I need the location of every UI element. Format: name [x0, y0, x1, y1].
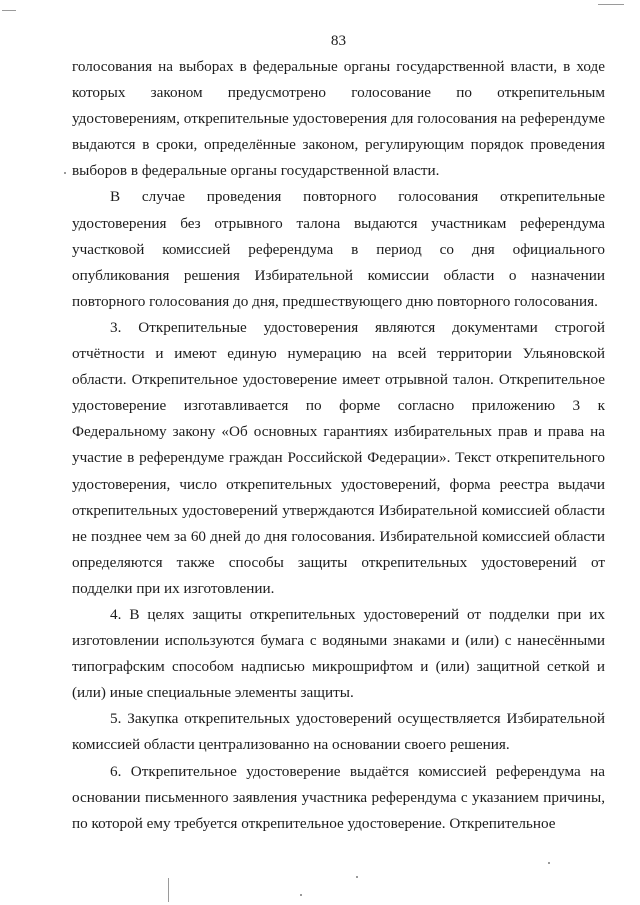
page-number: 83	[330, 32, 347, 49]
scan-artifact-top-left	[2, 10, 16, 11]
scan-artifact-dot	[548, 862, 550, 864]
scan-artifact-dot	[64, 172, 66, 174]
paragraph-repeat-voting: В случае проведения повторного голосования открепительные удостоверения без отрывного талона выдаются участникам референдума участковой комиссией референдума в период со дня официального опубликования решения Избирательной комиссии области о назначении повторного голосования до дня, предшествующего дню повторного голосования.	[72, 188, 605, 310]
paragraph-continuation: голосования на выборах в федеральные органы государственной власти, в ходе которых законом предусмотрено голосование по открепительным удостоверениям, открепительные удостоверения для голосования на референдуме выдаются в сроки, определённые законом, регулирующим порядок проведения выборов в федеральные органы государственной власти.	[72, 58, 605, 180]
paragraph-item-3: 3. Открепительные удостоверения являются документами строгой отчётности и имеют единую нумерацию на всей территории Ульяновской области. Открепительное удостоверение имеет отрывной талон. Открепительное удостоверение изготавливается по форме согласно приложению 3 к Федеральному закону «Об основных гарантиях избирательных прав и права на участие в референдуме граждан Российской Федерации». Текст открепительного удостоверения, число открепительных удостоверений, форма реестра выдачи открепительных удостоверений утверждаются Избирательной комиссией области не позднее чем за 60 дней до дня голосования. Избирательной комиссией области определяются также способы защиты открепительных удостоверений от подделки при их изготовлении.	[72, 318, 605, 597]
document-page	[72, 30, 605, 837]
scan-artifact-bottom	[168, 878, 169, 902]
scan-artifact-top-right	[598, 4, 624, 5]
paragraph-item-6: 6. Открепительное удостоверение выдаётся комиссией референдума на основании письменного заявления участника референдума с указанием причины, по которой ему требуется открепительное удостоверение. Открепительное	[72, 762, 605, 832]
paragraph-item-4: 4. В целях защиты открепительных удостоверений от подделки при их изготовлении используются бумага с водяными знаками и (или) с нанесёнными типографским способом надписью микрошрифтом и (или) защитной сеткой и (или) иные специальные элементы защиты.	[72, 605, 605, 702]
scan-artifact-dot	[356, 876, 358, 878]
scan-artifact-dot	[300, 894, 302, 896]
paragraph-item-5: 5. Закупка открепительных удостоверений осуществляется Избирательной комиссией области централизованно на основании своего решения.	[72, 710, 605, 754]
